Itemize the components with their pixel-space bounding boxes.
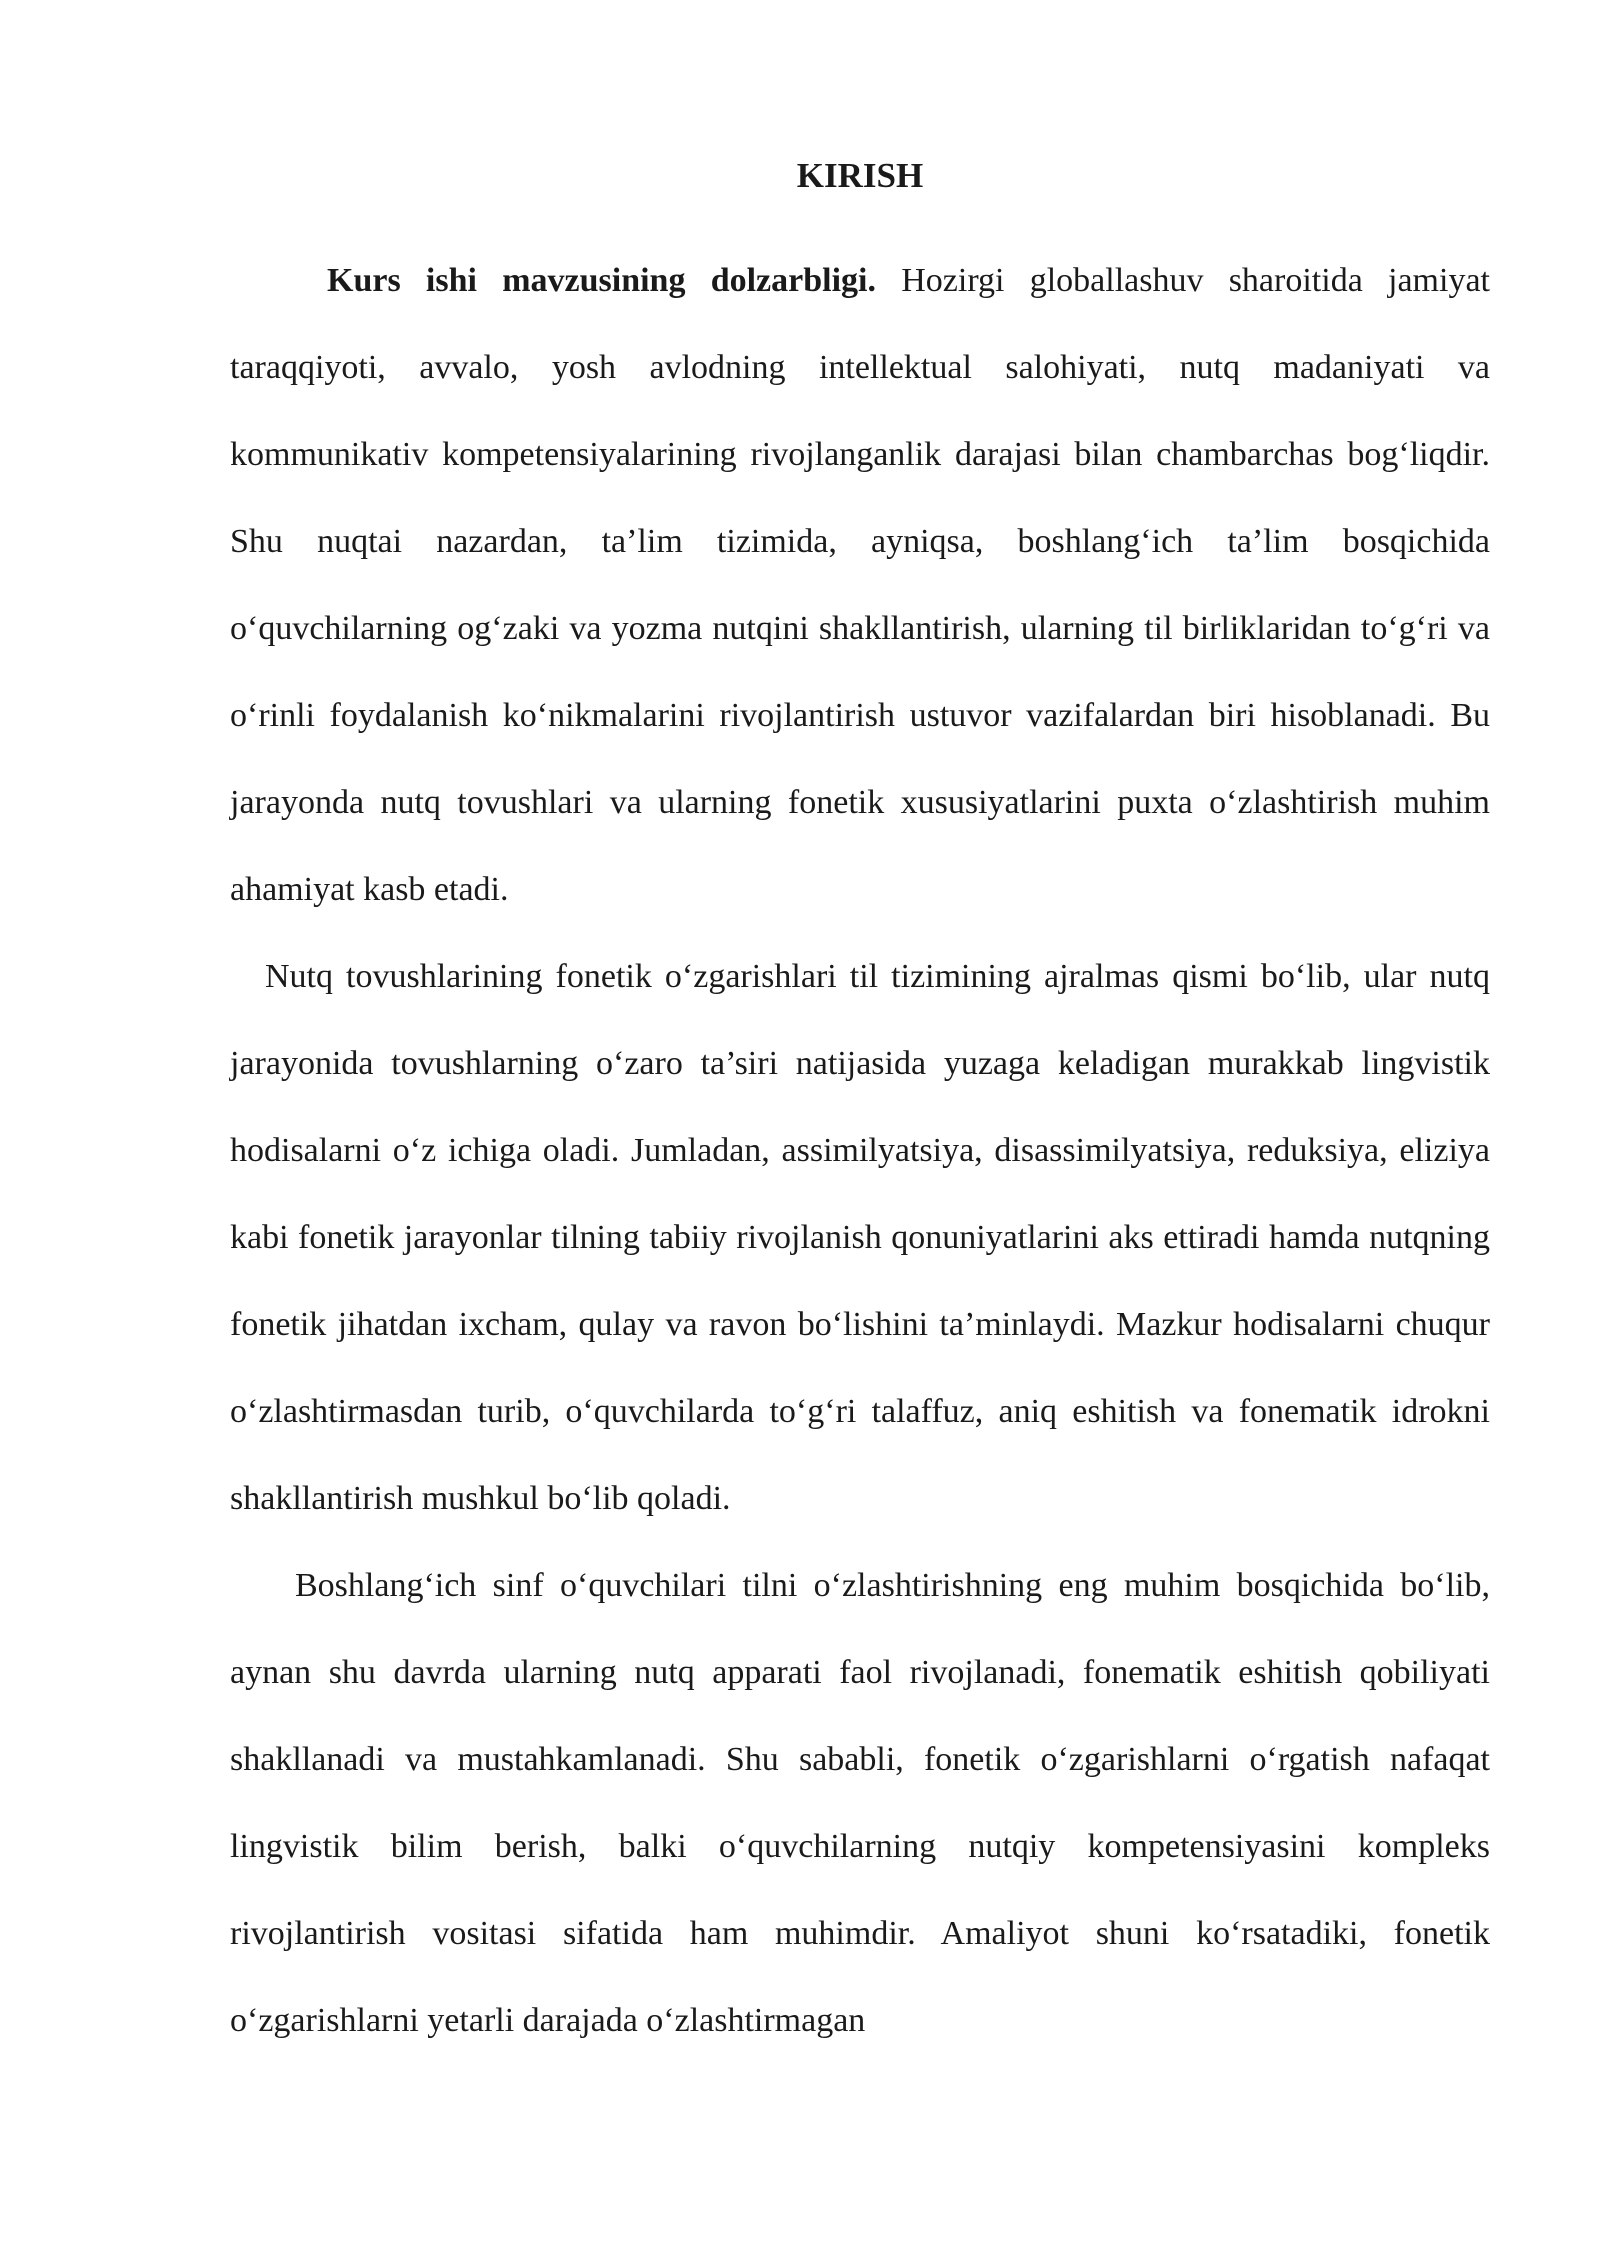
paragraph-phonetic-changes xyxy=(230,933,1490,1542)
paragraph-lead: Kurs ishi mavzusining dolzarbligi. xyxy=(327,262,876,299)
paragraph-text: Nutq tovushlarining fonetik o‘zgarishlari til tizimining ajralmas qismi bo‘lib, ular nutq jarayonida tovushlarning o‘zaro ta’siri natijasida yuzaga keladigan murakkab lingvistik hodisalarni o‘z ichiga oladi. Jumladan, assimilyatsiya, disassimilyatsiya, reduksiya, eliziya kabi fonetik jarayonlar tilning tabiiy rivojlanish qonuniyatlarini aks ettiradi hamda nutqning fonetik jihatdan ixcham, qulay va ravon bo‘lishini ta’minlaydi. Mazkur hodisalarni chuqur o‘zlashtirmasdan turib, o‘quvchilarda to‘g‘ri talaffuz, aniq eshitish va fonematik idrokni shakllantirish mushkul bo‘lib qoladi. xyxy=(230,958,1490,1517)
section-title: KIRISH xyxy=(796,156,924,195)
paragraph-relevance xyxy=(230,237,1490,933)
paragraph-text: Hozirgi globallashuv sharoitida jamiyat taraqqiyoti, avvalo, yosh avlodning intellektual salohiyati, nutq madaniyati va kommunikativ kompetensiyalarining rivojlanganlik darajasi bilan chambarchas bog‘liqdir. Shu nuqtai nazardan, ta’lim tizimida, ayniqsa, boshlang‘ich ta’lim bosqichida o‘quvchilarning og‘zaki va yozma nutqini shakllantirish, ularning til birliklaridan to‘g‘ri va o‘rinli foydalanish ko‘nikmalarini rivojlantirish ustuvor vazifalardan biri hisoblanadi. Bu jarayonda nutq tovushlari va ularning fonetik xususiyatlarini puxta o‘zlashtirish muhim ahamiyat kasb etadi. xyxy=(230,262,1490,908)
paragraph-primary-school xyxy=(230,1542,1490,2064)
paragraph-text: Boshlang‘ich sinf o‘quvchilari tilni o‘zlashtirishning eng muhim bosqichida bo‘lib, aynan shu davrda ularning nutq apparati faol rivojlanadi, fonematik eshitish qobiliyati shakllanadi va mustahkamlanadi. Shu sababli, fonetik o‘zgarishlarni o‘rgatish nafaqat lingvistik bilim berish, balki o‘quvchilarning nutqiy kompetensiyasini kompleks rivojlantirish vositasi sifatida ham muhimdir. Amaliyot shuni ko‘rsatadiki, fonetik o‘zgarishlarni yetarli darajada o‘zlashtirmagan xyxy=(230,1567,1490,2039)
text-area xyxy=(230,150,1490,2064)
